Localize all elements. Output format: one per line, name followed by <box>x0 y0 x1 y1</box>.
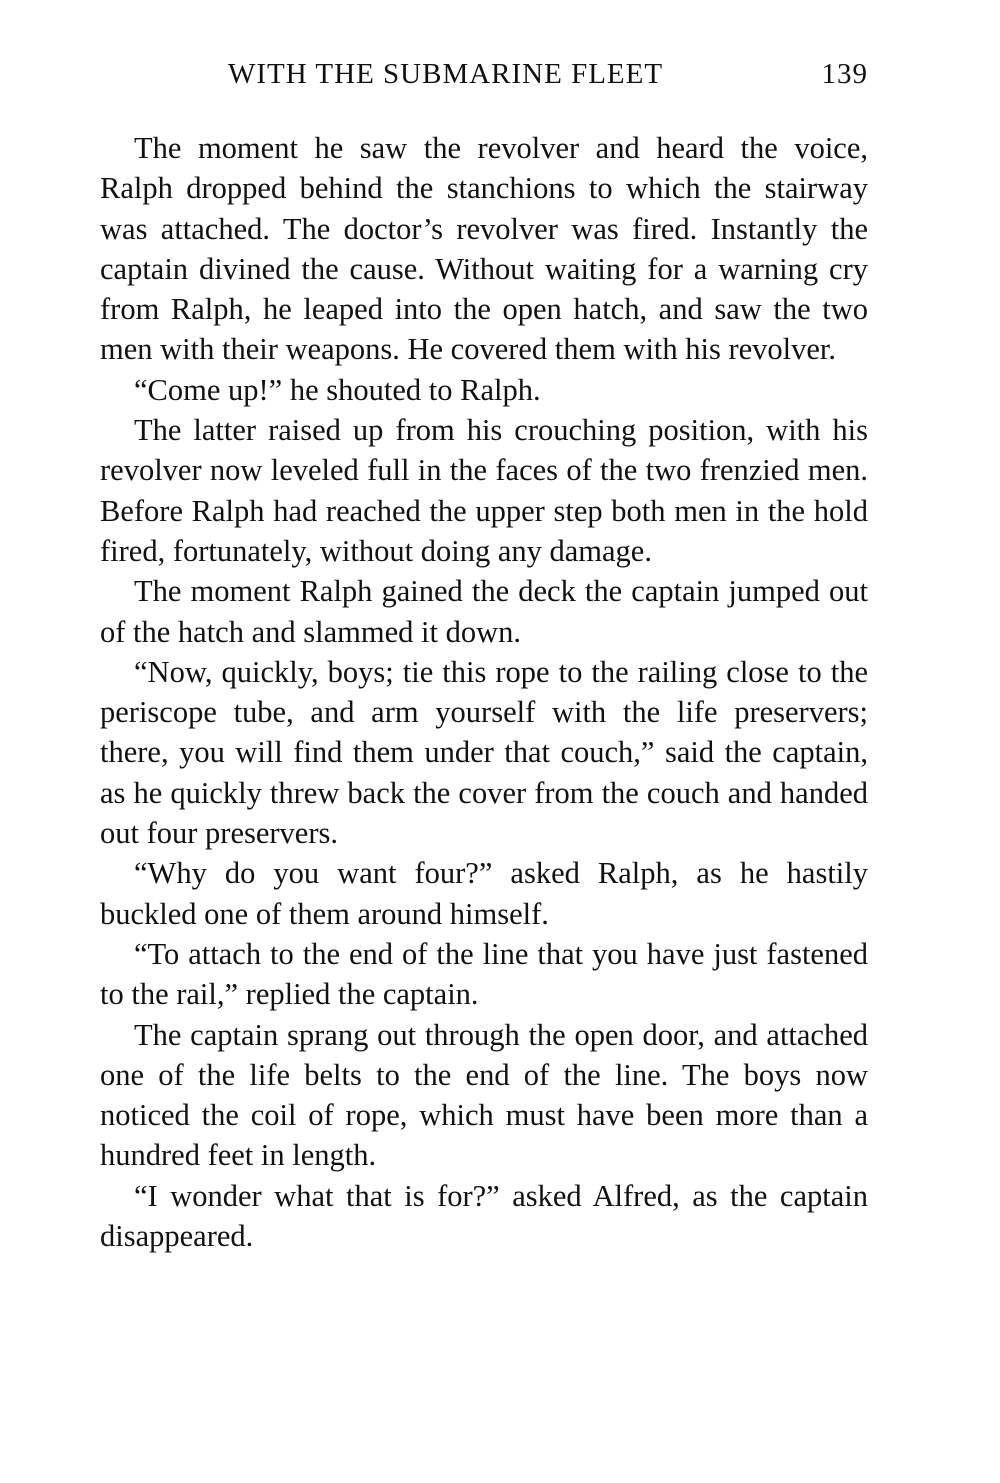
paragraph: “To attach to the end of the line that you have just fastened to the rail,” replied the captain. <box>100 936 868 1012</box>
running-title: WITH THE SUBMARINE FLEET <box>228 58 664 90</box>
paragraph: The latter raised up from his crouching position, with his revolver now leveled full in the faces of the two frenzied men. Before Ralph had reached the upper step both men in the hold fired, fortunately, without doing any damage. <box>100 413 868 568</box>
paragraph: The moment he saw the revolver and heard the voice, Ralph dropped behind the stanchions to which the stairway was attached. The doctor’s revolver was fired. Instantly the captain divined the cause. Without waiting for a warning cry from Ralph, he leaped into the open hatch, and saw the two men with their weapons. He covered them with his revolver. <box>100 131 868 367</box>
book-page <box>100 58 868 1458</box>
paragraph: “I wonder what that is for?” asked Alfred, as the captain disappeared. <box>100 1178 868 1254</box>
paragraph: “Why do you want four?” asked Ralph, as he hastily buckled one of them around himself. <box>100 856 868 931</box>
paragraph: “Now, quickly, boys; tie this rope to the railing close to the periscope tube, and arm yourself with the life preservers; there, you will find them under that couch,” said the captain, as he quickly threw back the cover from the couch and handed out four preservers. <box>100 654 868 851</box>
page-number: 139 <box>821 58 868 90</box>
paragraph: The captain sprang out through the open door, and attached one of the life belts to the end of the line. The boys now noticed the coil of rope, which must have been more than a hundred feet in length. <box>100 1017 868 1173</box>
running-header <box>100 58 868 98</box>
paragraph: The moment Ralph gained the deck the captain jumped out of the hatch and slammed it down. <box>100 574 868 649</box>
paragraph: “Come up!” he shouted to Ralph. <box>134 372 541 407</box>
body-text <box>100 128 868 1256</box>
